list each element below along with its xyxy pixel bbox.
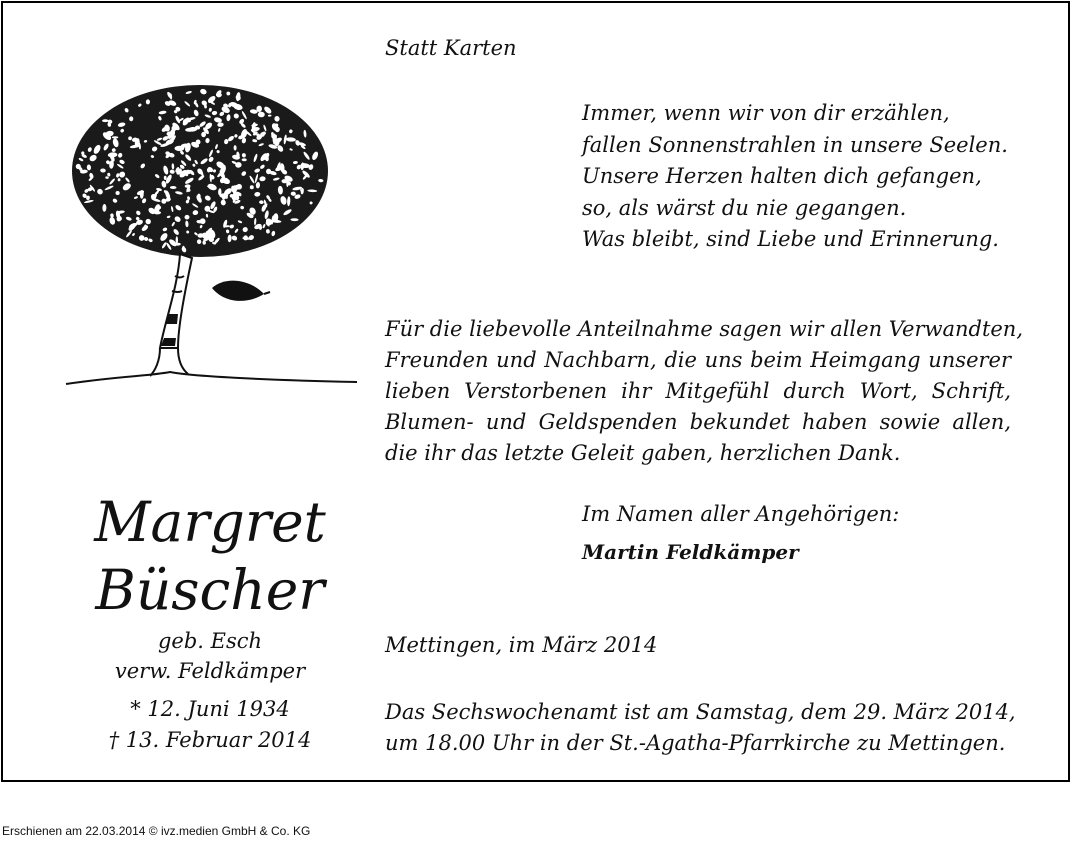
mass-line: um 18.00 Uhr in der St.-Agatha-Pfarrkirche zu Mettingen. [385, 731, 1006, 755]
thanks-line: Freunden und Nachbarn, die uns beim Heimgang unserer [385, 348, 1011, 372]
mass-announcement [385, 697, 1016, 759]
poem-line: Unsere Herzen halten dich gefangen, [582, 164, 982, 188]
thanks-paragraph [385, 314, 1024, 469]
poem-line: fallen Sonnenstrahlen in unsere Seelen. [582, 132, 1008, 157]
place-date: Mettingen, im März 2014 [385, 633, 658, 657]
birth-date: * 12. Juni 1934 [130, 697, 290, 721]
death-date: † 13. Februar 2014 [108, 728, 312, 752]
signature-intro: Im Namen aller Angehörigen: [582, 502, 900, 526]
deceased-former-names [64, 626, 356, 686]
birth-name: geb. Esch [157, 629, 263, 653]
poem-line: Was bleibt, sind Liebe und Erinnerung. [582, 227, 999, 251]
deceased-name [64, 488, 356, 624]
thanks-line: Blumen- und Geldspenden bekundet haben sowie allen, [385, 410, 1011, 434]
thanks-line: lieben Verstorbenen ihr Mitgefühl durch Wort, Schrift, [385, 379, 1011, 403]
deceased-first-name: Margret [94, 490, 326, 554]
tree-with-leaf-icon [60, 76, 360, 396]
thanks-line: Für die liebevolle Anteilnahme sagen wir allen Verwandten, [385, 317, 1024, 341]
statt-karten-label: Statt Karten [385, 36, 517, 60]
thanks-line: die ihr das letzte Geleit gaben, herzlichen Dank. [385, 441, 901, 465]
poem-line: so, als wärst du nie gegangen. [582, 195, 907, 220]
deceased-last-name: Büscher [95, 558, 325, 622]
publication-footer: Erschienen am 22.03.2014 © ivz.medien GmbH & Co. KG [2, 824, 311, 838]
mass-line: Das Sechswochenamt ist am Samstag, dem 29. März 2014, [385, 700, 1016, 724]
signer-name: Martin Feldkämper [582, 540, 799, 564]
widowed-name: verw. Feldkämper [114, 659, 306, 683]
life-dates [64, 694, 356, 756]
memorial-poem [582, 98, 1008, 256]
poem-line: Immer, wenn wir von dir erzählen, [582, 101, 950, 125]
